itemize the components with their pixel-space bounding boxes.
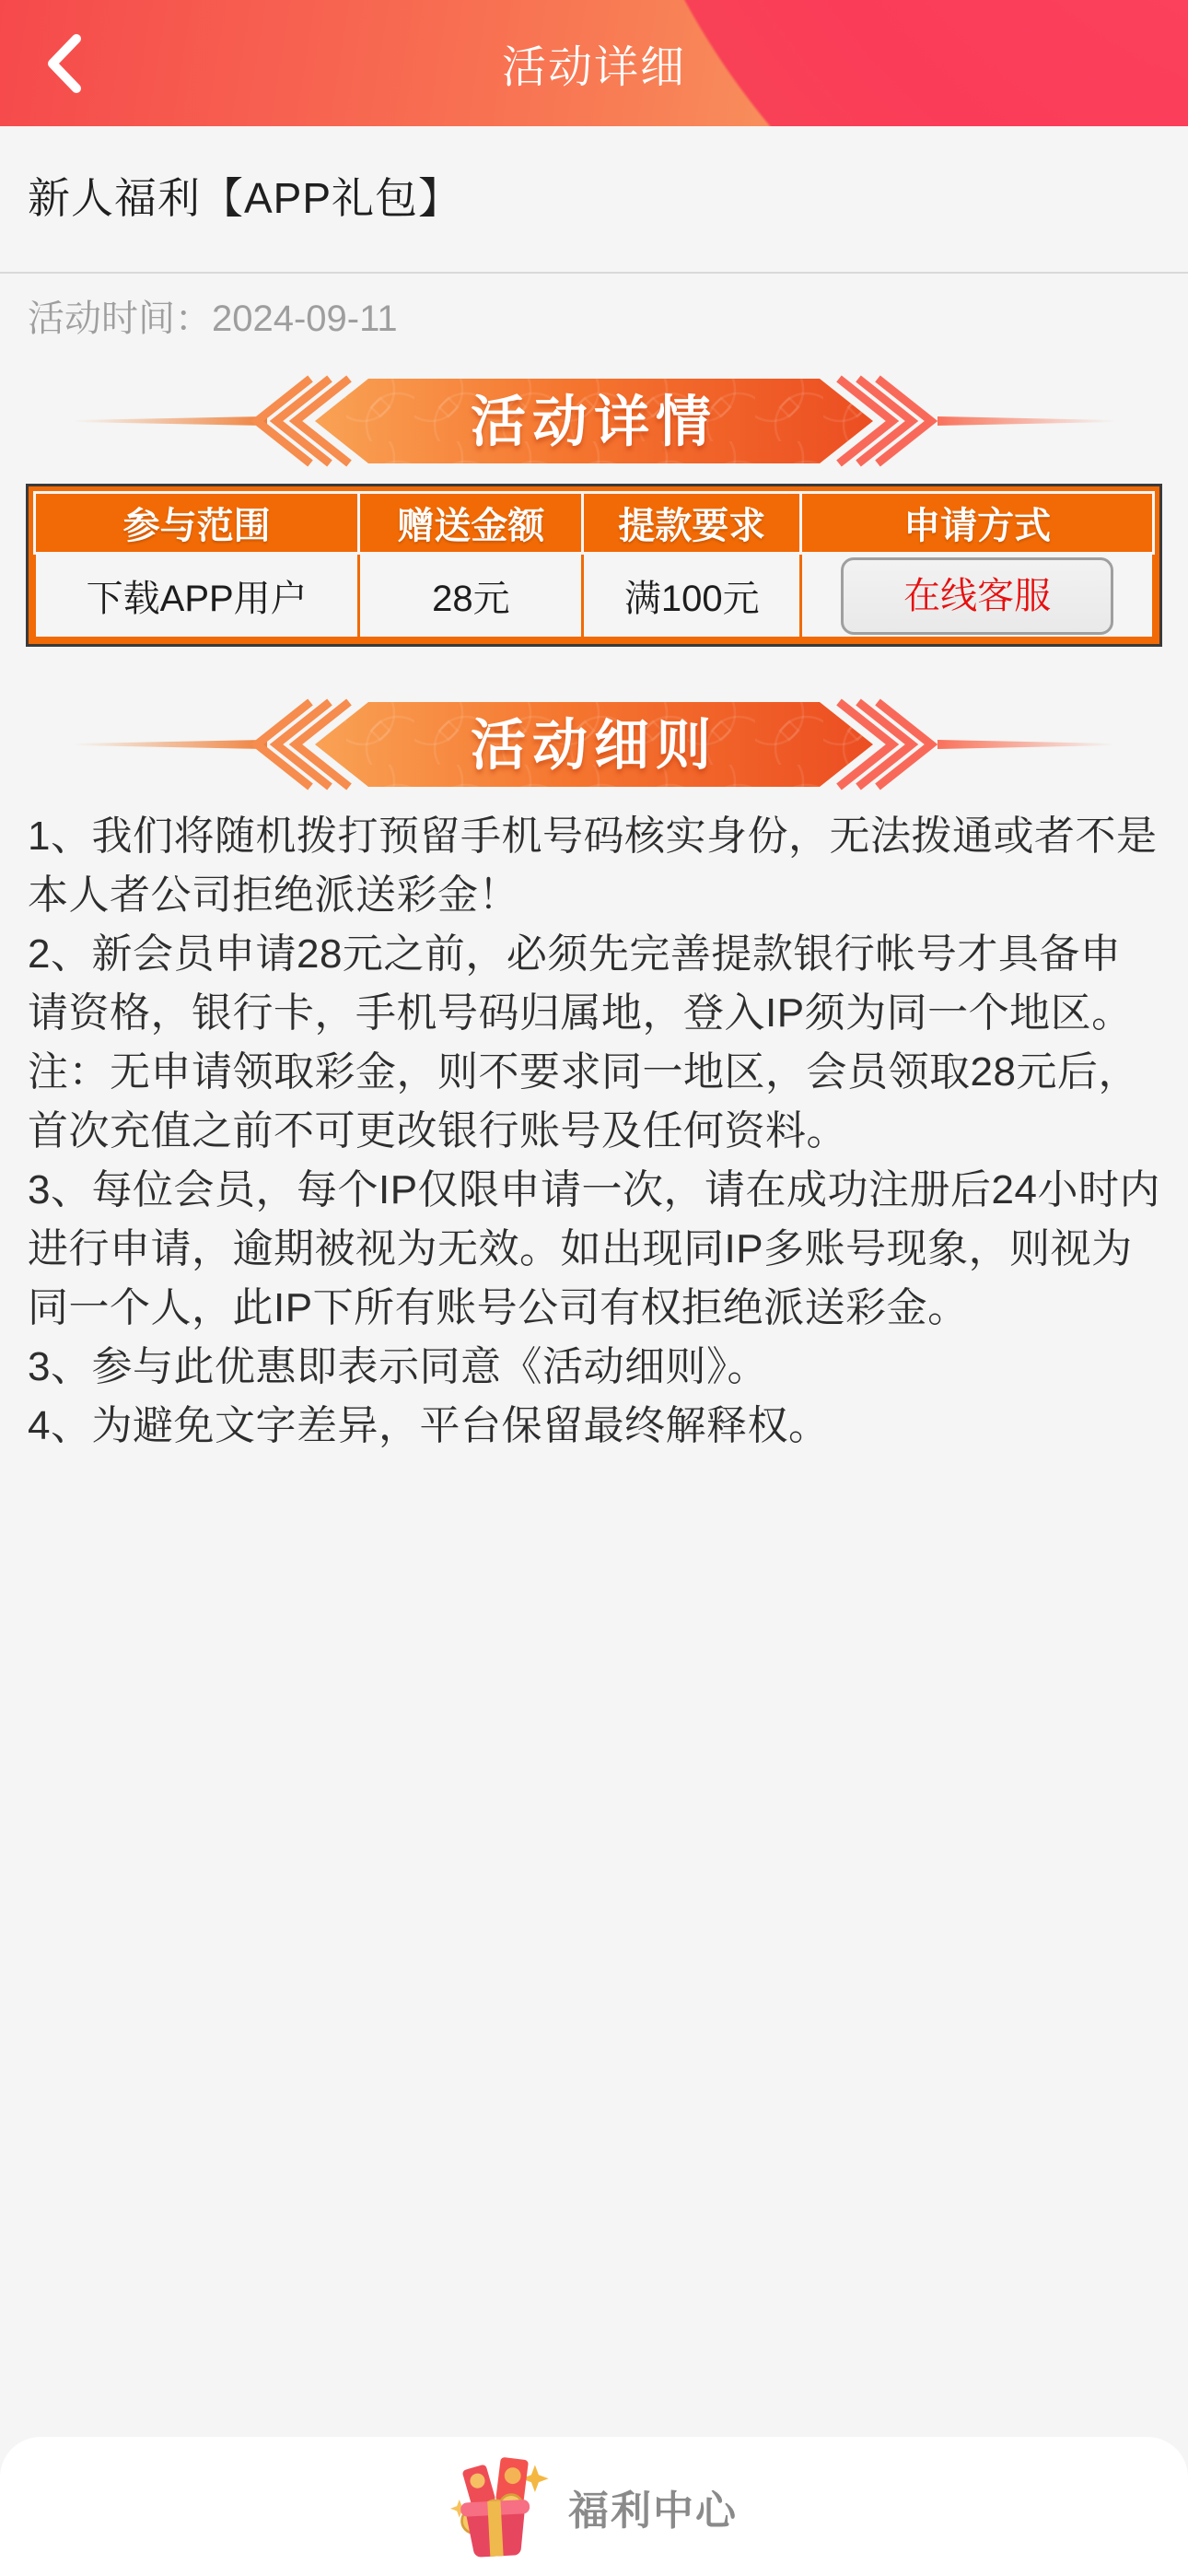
cell-amount: 28元	[359, 554, 583, 638]
activity-time-label: 活动时间：	[28, 299, 212, 339]
rule-item: 3、每位会员，每个IP仅限申请一次，请在成功注册后24小时内进行申请，逾期被视为无效。如出现同IP多账号现象，则视为同一个人，此IP下所有账号公司有权拒绝派送彩金。	[28, 1167, 1160, 1330]
cell-requirement: 满100元	[583, 554, 801, 638]
activity-title: 新人福利【APP礼包】	[28, 174, 462, 222]
rule-item: 1、我们将随机拨打预留手机号码核实身份，无法拨通或者不是本人者公司拒绝派送彩金！	[28, 814, 1158, 918]
header-cell-amount: 赠送金额	[359, 493, 583, 554]
table-row	[35, 554, 1154, 638]
benefits-center-label: 福利中心	[568, 2488, 738, 2534]
rule-item: 2、新会员申请28元之前，必须先完善提款银行帐号才具备申请资格，银行卡，手机号码归属地，登入IP须为同一个地区。注：无申请领取彩金，则不要求同一地区，会员领取28元后，首次充值之前不可更改银行账号及任何资料。	[28, 931, 1139, 1153]
header-cell-method: 申请方式	[801, 493, 1154, 554]
activity-table-frame	[26, 484, 1162, 647]
back-icon	[43, 32, 84, 95]
app-header	[0, 0, 1188, 126]
header-cell-requirement: 提款要求	[583, 493, 801, 554]
table-header-row	[35, 493, 1154, 554]
banner-rules-title: 活动细则	[471, 714, 717, 777]
activity-time	[0, 274, 1188, 340]
footer-card	[0, 2437, 1188, 2576]
benefits-center-link[interactable]	[450, 2453, 738, 2560]
activity-table	[33, 491, 1155, 639]
cell-method	[801, 554, 1154, 638]
header-cell-scope: 参与范围	[35, 493, 359, 554]
section-banner-details	[74, 373, 1114, 469]
activity-time-value: 2024-09-11	[212, 299, 398, 339]
rule-item: 3、参与此优惠即表示同意《活动细则》。	[28, 1344, 768, 1389]
rules-list	[28, 807, 1160, 1456]
gift-box-icon	[450, 2453, 557, 2560]
banner-details-title: 活动详情	[471, 391, 717, 453]
section-banner-rules	[74, 697, 1114, 792]
online-service-button[interactable]: 在线客服	[841, 557, 1113, 635]
back-button[interactable]	[31, 22, 96, 105]
cell-scope: 下载APP用户	[35, 554, 359, 638]
rule-item: 4、为避免文字差异，平台保留最终解释权。	[28, 1403, 830, 1448]
page-title: 活动详细	[501, 43, 686, 92]
